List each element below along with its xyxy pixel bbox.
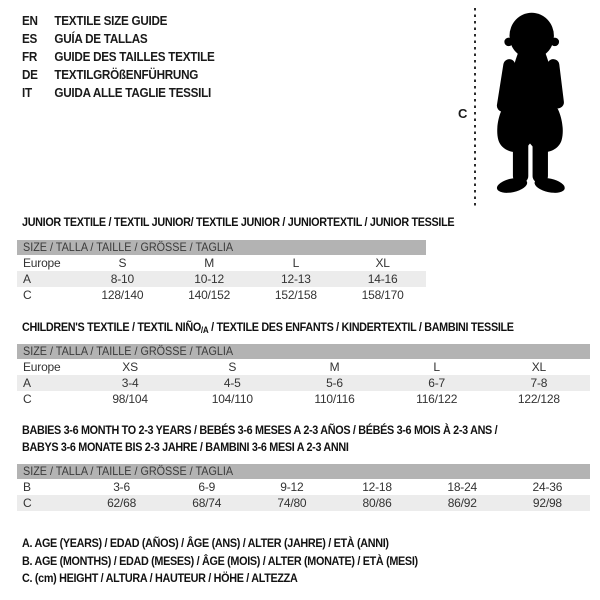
value-cell: M [329, 360, 340, 374]
value-cell: 5-6 [326, 376, 343, 390]
guide-title: GUIDA ALLE TAGLIE TESSILI [54, 85, 212, 100]
value-cell: L [292, 256, 300, 270]
table-row [17, 479, 590, 495]
value-cell: XS [122, 360, 138, 374]
junior-size-table [17, 240, 426, 303]
table-row [17, 359, 590, 375]
value-cell: 140/152 [188, 288, 231, 302]
guide-title: GUÍA DE TALLAS [54, 31, 148, 46]
value-cell: XL [531, 360, 547, 374]
table-header-text: SIZE / TALLA / TAILLE / GRÖSSE / TAGLIA [23, 344, 234, 358]
section-title-line: BABIES 3-6 MONTH TO 2-3 YEARS / BEBÉS 3-6 MESES A 2-3 AÑOS / BÉBÉS 3-6 MOIS À 2-3 ANS / [22, 423, 498, 437]
value-cell: 104/110 [211, 392, 253, 406]
value-cell: 128/140 [101, 288, 144, 302]
table-row [17, 375, 590, 391]
guide-title: TEXTILE SIZE GUIDE [54, 13, 168, 28]
table-header-band [17, 464, 590, 479]
section-title-text: CHILDREN'S TEXTILE / TEXTIL NIÑO [22, 320, 201, 334]
value-cell: 3-6 [113, 480, 130, 494]
value-cell: 8-10 [110, 272, 134, 286]
value-cell: 122/128 [517, 392, 560, 406]
table-header-text: SIZE / TALLA / TAILLE / GRÖSSE / TAGLIA [23, 464, 234, 478]
section-title-babies [22, 422, 497, 455]
value-cell: 68/74 [192, 496, 222, 510]
value-cell: 152/158 [274, 288, 317, 302]
value-cell: 74/80 [277, 496, 307, 510]
table-row [17, 495, 590, 511]
footnote-line: A. AGE (YEARS) / EDAD (AÑOS) / ÂGE (ANS) / ALTER (JAHRE) / ETÀ (ANNI) [22, 536, 389, 550]
value-cell: 9-12 [280, 480, 304, 494]
language-row [22, 84, 215, 102]
value-cell: XL [375, 256, 390, 270]
language-row [22, 66, 215, 84]
language-code: ES [22, 31, 38, 46]
value-cell: 110/116 [314, 392, 355, 406]
row-label-cell: A [23, 272, 31, 286]
value-cell: 12-13 [281, 272, 311, 286]
measure-c-label: C [458, 106, 468, 121]
value-cell: S [118, 256, 127, 270]
value-cell: 14-16 [367, 272, 398, 286]
value-cell: 24-36 [532, 480, 563, 494]
language-code: EN [22, 13, 38, 28]
value-cell: 80/86 [362, 496, 392, 510]
row-label-cell: C [23, 496, 32, 510]
value-cell: 116/122 [416, 392, 458, 406]
section-title-junior: JUNIOR TEXTILE / TEXTIL JUNIOR/ TEXTILE JUNIOR / JUNIORTEXTIL / JUNIOR TESSILE [22, 215, 455, 229]
section-title-children [22, 320, 514, 335]
height-dotted-line [474, 8, 476, 208]
table-header-text: SIZE / TALLA / TAILLE / GRÖSSE / TAGLIA [23, 240, 234, 254]
footnote-line: B. AGE (MONTHS) / EDAD (MESES) / ÂGE (MOIS) / ALTER (MONATE) / ETÀ (MESI) [22, 553, 418, 568]
section-title-text: / TEXTILE DES ENFANTS / KINDERTEXTIL / BAMBINI TESSILE [208, 320, 514, 334]
babies-size-table [17, 464, 590, 511]
table-header-band [17, 240, 426, 255]
table-row [17, 287, 426, 303]
value-cell: 98/104 [112, 392, 148, 406]
babies-table-grid [17, 479, 590, 511]
table-row [17, 255, 426, 271]
children-table-grid [17, 359, 590, 407]
value-cell: 6-9 [198, 480, 216, 494]
value-cell: S [228, 360, 237, 374]
value-cell: 4-5 [223, 376, 241, 390]
value-cell: 7-8 [530, 376, 548, 390]
footnotes [22, 535, 462, 588]
row-label-cell: Europe [23, 360, 61, 374]
junior-table-grid [17, 255, 426, 303]
value-cell: M [204, 256, 215, 270]
guide-title: TEXTILGRÖßENFÜHRUNG [54, 67, 199, 82]
value-cell: 10-12 [194, 272, 224, 286]
row-label-cell: Europe [23, 256, 61, 270]
guide-title: GUIDE DES TAILLES TEXTILE [54, 49, 215, 64]
value-cell: 3-4 [121, 376, 139, 390]
language-title-list [22, 12, 236, 102]
language-code: FR [22, 49, 38, 64]
section-title-line: BABYS 3-6 MONATE BIS 2-3 JAHRE / BAMBINI 3-6 MESI A 2-3 ANNI [22, 439, 349, 454]
language-code: IT [22, 85, 32, 100]
baby-silhouette-icon [483, 10, 577, 207]
language-row [22, 30, 215, 48]
row-label-cell: C [23, 288, 32, 302]
footnote-line: C. (cm) HEIGHT / ALTURA / HAUTEUR / HÖHE / ALTEZZA [22, 571, 298, 585]
row-label-cell: B [23, 480, 31, 494]
value-cell: 62/68 [107, 496, 137, 510]
value-cell: 18-24 [447, 480, 478, 494]
language-code: DE [22, 67, 38, 82]
language-row [22, 48, 215, 66]
row-label-cell: C [23, 392, 32, 406]
table-row [17, 271, 426, 287]
value-cell: L [433, 360, 440, 374]
language-row [22, 12, 215, 30]
height-measure-figure [450, 4, 598, 216]
value-cell: 86/92 [447, 496, 477, 510]
section-title-subscript: /A [200, 325, 209, 335]
row-label-cell: A [23, 376, 31, 390]
value-cell: 158/170 [361, 288, 404, 302]
table-row [17, 391, 590, 407]
value-cell: 6-7 [428, 376, 446, 390]
table-header-band [17, 344, 590, 359]
value-cell: 12-18 [362, 480, 392, 494]
children-size-table [17, 344, 590, 407]
value-cell: 92/98 [532, 496, 562, 510]
